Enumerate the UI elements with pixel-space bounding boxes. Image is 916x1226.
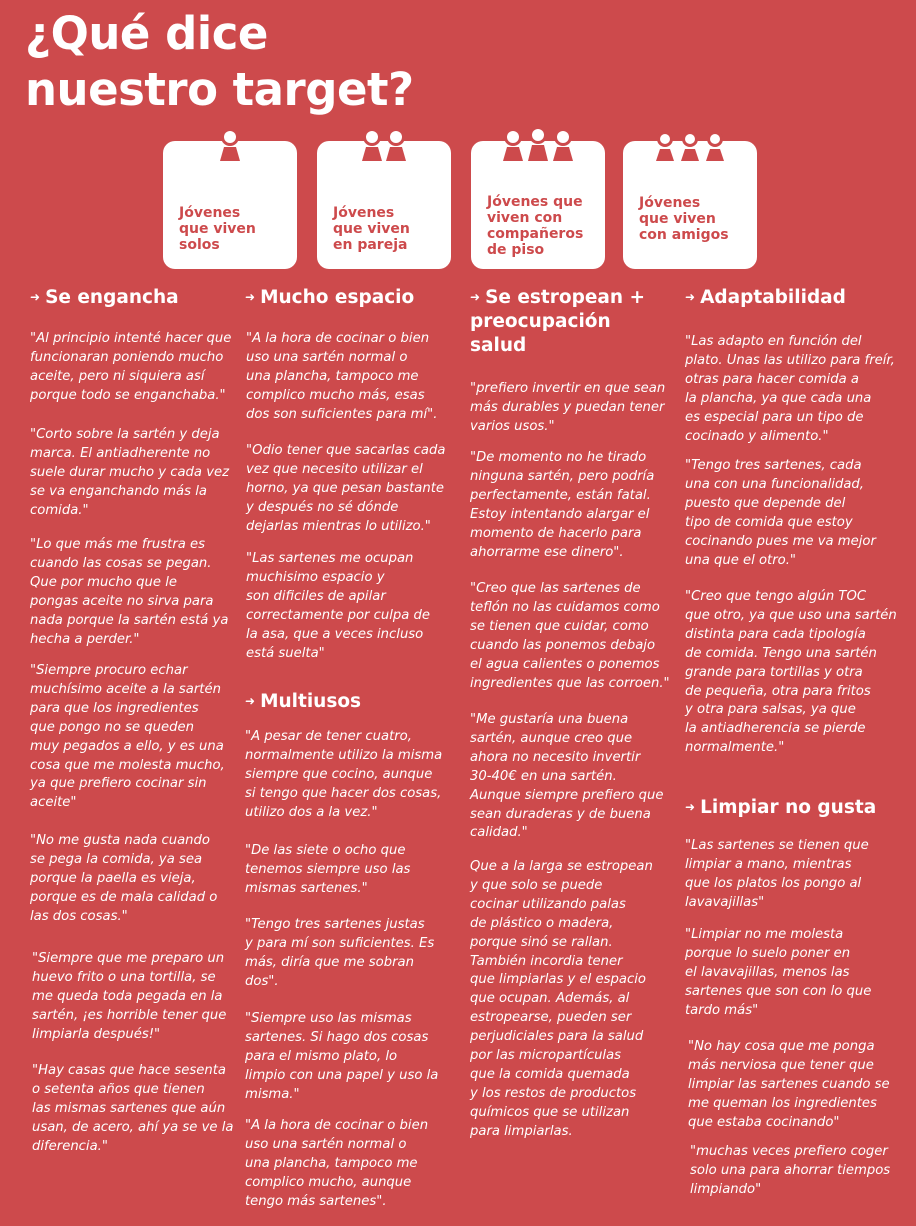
page-title: ¿Qué dice nuestro target?: [25, 7, 414, 116]
quote: "Tengo tres sartenes justas y para mí son suficientes. Es más, diría que me sobran dos".: [245, 917, 435, 989]
quote: "Las sartenes me ocupan muchisimo espacio y son dificiles de apilar correctamente por culpa de la asa, que a veces incluso está suelta": [246, 551, 431, 661]
quote: "Creo que las sartenes de teflón no las cuidamos como se tienen que cuidar, como cuando las ponemos debajo el agua calientes o ponemos ingredientes que las corroen.": [470, 581, 670, 691]
quote: "Odio tener que sacarlas cada vez que necesito utilizar el horno, ya que pesan bastante y después no sé dónde dejarlas mientras lo utilizo.": [246, 443, 446, 534]
quote: "Al principio intenté hacer que funcionaran poniendo mucho aceite, pero ni siquiera así porque todo se enganchaba.": [30, 331, 232, 403]
three-people-icon: [496, 125, 580, 165]
arrow-icon: ➜: [470, 290, 481, 304]
quote: "No hay cosa que me ponga más nerviosa que tener que limpiar las sartenes cuando se me queman los ingredientes que estaba cocinando": [688, 1039, 890, 1130]
card-label: Jóvenes que viven solos: [179, 205, 256, 253]
quote: "prefiero invertir en que sean más durables y puedan tener varios usos.": [470, 381, 666, 434]
quote: "De momento no he tirado ninguna sartén, pero podría perfectamente, están fatal. Estoy intentando alargar el momento de hacerlo para ahorrarme ese dinero".: [470, 450, 655, 560]
quote: "Siempre que me preparo un huevo frito o una tortilla, se me queda toda pegada en la sartén, ¡es horrible tener que limpiarla después!": [32, 951, 227, 1042]
quote: "A pesar de tener cuatro, normalmente utilizo la misma siempre que cocino, aunque si tengo que hacer dos cosas, utilizo dos a la vez.": [245, 729, 443, 820]
section-heading-mucho-espacio: ➜ Mucho espacio: [245, 287, 415, 308]
card-pareja: [317, 141, 451, 269]
person-icon: [212, 125, 248, 165]
arrow-icon: ➜: [685, 800, 696, 814]
quote: "De las siete o ocho que tenemos siempre uso las mismas sartenes.": [245, 843, 411, 896]
arrow-icon: ➜: [30, 290, 41, 304]
quote: "A la hora de cocinar o bien uso una sartén normal o una plancha, tampoco me complico mucho, aunque tengo más sartenes".: [245, 1118, 429, 1209]
quote: "Limpiar no me molesta porque lo suelo poner en el lavavajillas, menos las sartenes que son con lo que tardo más": [685, 927, 872, 1018]
card-label: Jóvenes que viven con compañeros de piso: [487, 194, 584, 258]
section-heading-multiusos: ➜ Multiusos: [245, 691, 362, 712]
quote: "Lo que más me frustra es cuando las cosas se pegan. Que por mucho que le pongas aceite no sirva para nada porque la sartén está ya hecha a perder.": [30, 537, 229, 647]
card-amigos: [623, 141, 757, 269]
section-heading-se-engancha: ➜ Se engancha: [30, 287, 179, 308]
card-solos: [163, 141, 297, 269]
section-heading-se-estropean: ➜ Se estropean + preocupación salud: [470, 287, 645, 356]
three-people-icon: [650, 125, 730, 165]
quote: "Corto sobre la sartén y deja marca. El antiadherente no suele durar mucho y cada vez se va enganchando más la comida.": [30, 427, 230, 518]
arrow-icon: ➜: [245, 290, 256, 304]
section-heading-limpiar-no-gusta: ➜ Limpiar no gusta: [685, 797, 877, 818]
quote: "muchas veces prefiero coger solo una para ahorrar tiempos limpiando": [690, 1144, 891, 1197]
quote: "No me gusta nada cuando se pega la comida, ya sea porque la paella es vieja, porque es de mala calidad o las dos cosas.": [30, 833, 218, 924]
quote: "A la hora de cocinar o bien uso una sartén normal o una plancha, tampoco me complico mucho más, esas dos son suficientes para mí".: [246, 331, 438, 422]
quote: "Las adapto en función del plato. Unas las utilizo para freír, otras para hacer comida a la plancha, ya que cada una es especial para un tipo de cocinado y alimento.": [685, 334, 895, 444]
two-people-icon: [355, 125, 413, 165]
card-companeros: [471, 141, 605, 269]
quote: "Hay casas que hace sesenta o setenta años que tienen las mismas sartenes que aún usan, de acero, ahí ya se ve la diferencia.": [32, 1063, 234, 1154]
card-label: Jóvenes que viven con amigos: [639, 195, 729, 243]
quote: "Siempre uso las mismas sartenes. Si hago dos cosas para el mismo plato, lo limpio con una papel y uso la misma.": [245, 1011, 439, 1102]
card-label: Jóvenes que viven en pareja: [333, 205, 410, 253]
quote: Que a la larga se estropean y que solo se puede cocinar utilizando palas de plástico o madera, porque sinó se rallan. También incordia tener que limpiarlas y el espacio que ocupan. Además, al estropearse, pueden ser perjudiciales para la salud por las micropartículas que la comida quemada y los restos de productos químicos que se utilizan para limpiarlas.: [470, 859, 653, 1139]
arrow-icon: ➜: [685, 290, 696, 304]
quote: "Me gustaría una buena sartén, aunque creo que ahora no necesito invertir 30-40€ en una sartén. Aunque siempre prefiero que sean duraderas y de buena calidad.": [470, 712, 664, 841]
quote: "Creo que tengo algún TOC que otro, ya que uso una sartén distinta para cada tipología de comida. Tengo una sartén grande para tortillas y otra de pequeña, otra para fritos y otra para salsas, ya que la antiadherencia se pierde normalmente.": [685, 589, 897, 756]
section-heading-adaptabilidad: ➜ Adaptabilidad: [685, 287, 846, 308]
arrow-icon: ➜: [245, 694, 256, 708]
quote: "Las sartenes se tienen que limpiar a mano, mientras que los platos los pongo al lavavajillas": [685, 838, 869, 910]
quote: "Tengo tres sartenes, cada una con una funcionalidad, puesto que depende del tipo de comida que estoy cocinando pues me va mejor una que el otro.": [685, 458, 876, 568]
quote: "Siempre procuro echar muchísimo aceite a la sartén para que los ingredientes que pongo no se queden muy pegados a ello, y es una cosa que me molesta mucho, ya que prefiero cocinar sin aceite": [30, 663, 225, 811]
